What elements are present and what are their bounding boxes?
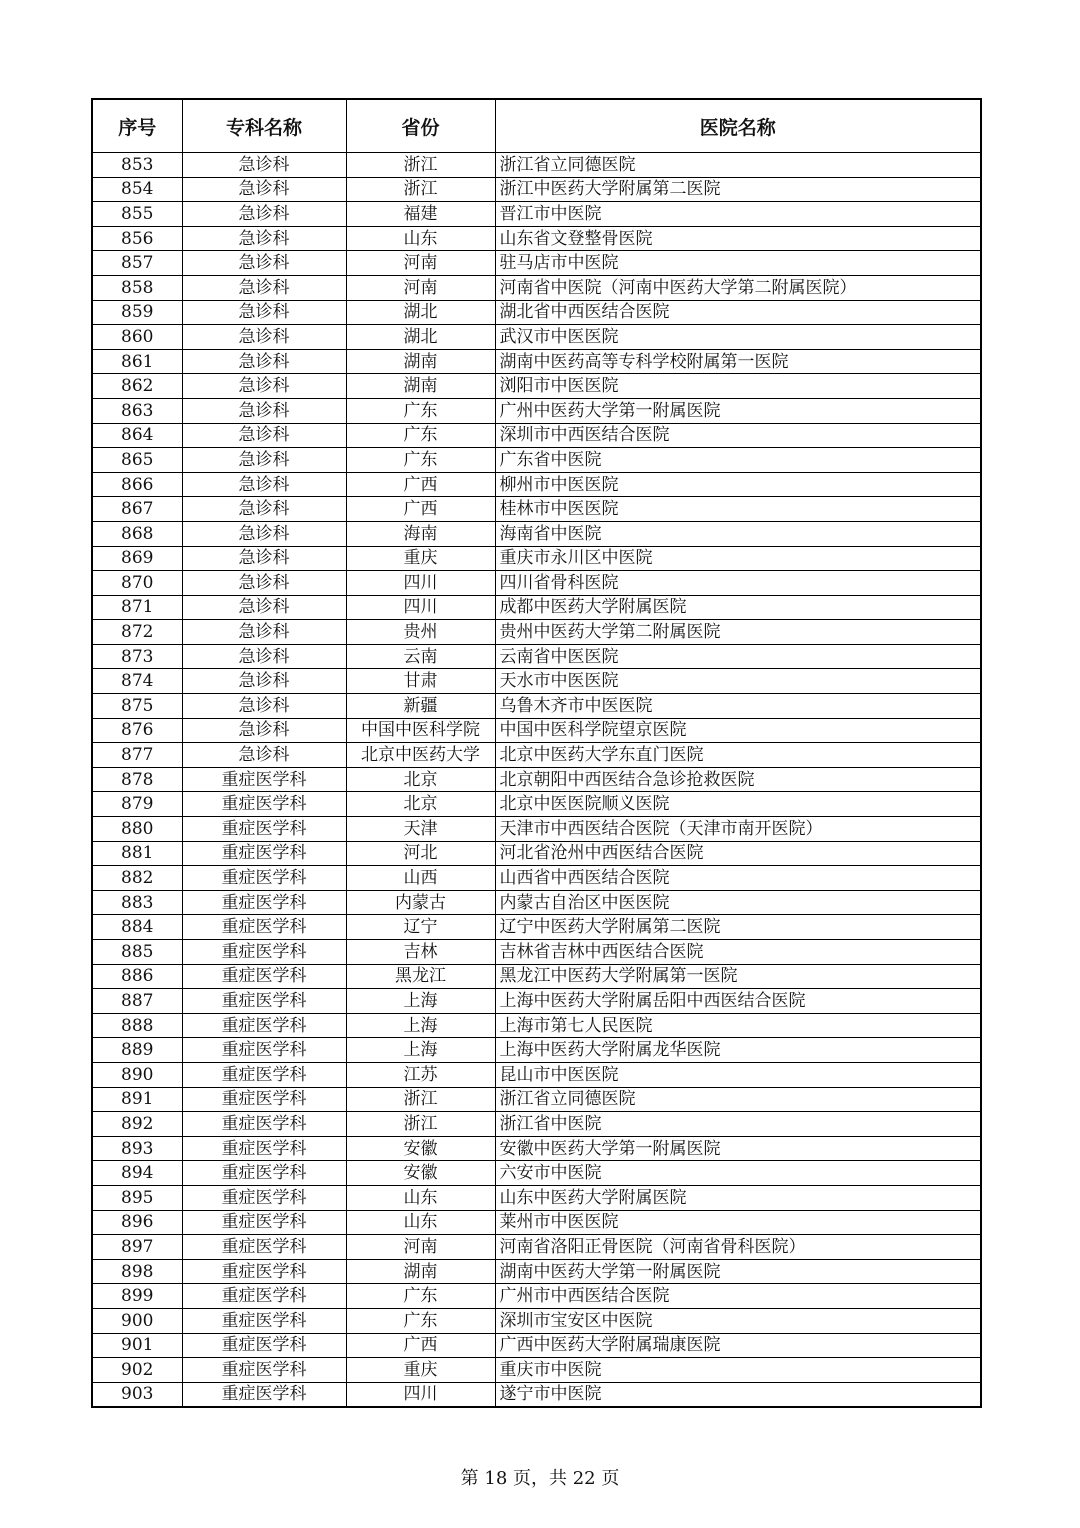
row-province: 广东 [346,1308,495,1333]
row-hospital: 浙江中医药大学附属第二医院 [495,177,981,202]
row-hospital: 六安市中医院 [495,1161,981,1186]
table-row [92,644,981,669]
row-province: 北京中医药大学 [346,743,495,768]
row-specialty: 重症医学科 [182,1112,346,1137]
row-specialty: 重症医学科 [182,964,346,989]
row-province: 广西 [346,472,495,497]
row-province: 山东 [346,1185,495,1210]
table-row [92,423,981,448]
row-specialty: 急诊科 [182,472,346,497]
row-specialty: 重症医学科 [182,767,346,792]
table-row [92,202,981,227]
table-row [92,694,981,719]
row-province: 海南 [346,521,495,546]
row-index: 890 [92,1062,182,1087]
table-row [92,1161,981,1186]
row-specialty: 重症医学科 [182,890,346,915]
row-index: 864 [92,423,182,448]
row-index: 854 [92,177,182,202]
row-province: 四川 [346,595,495,620]
row-hospital: 武汉市中医医院 [495,325,981,350]
table-row [92,251,981,276]
row-specialty: 重症医学科 [182,1382,346,1407]
row-specialty: 重症医学科 [182,1308,346,1333]
row-index: 899 [92,1284,182,1309]
table-row [92,275,981,300]
row-hospital: 河南省中医院（河南中医药大学第二附属医院） [495,275,981,300]
row-hospital: 深圳市宝安区中医院 [495,1308,981,1333]
row-province: 浙江 [346,153,495,178]
row-specialty: 急诊科 [182,423,346,448]
row-hospital: 湖南中医药大学第一附属医院 [495,1259,981,1284]
row-hospital: 上海中医药大学附属龙华医院 [495,1038,981,1063]
row-specialty: 重症医学科 [182,1284,346,1309]
table-row [92,1308,981,1333]
table-row [92,374,981,399]
row-index: 865 [92,448,182,473]
row-index: 888 [92,1013,182,1038]
row-province: 北京 [346,792,495,817]
table-row [92,226,981,251]
row-hospital: 广州市中西医结合医院 [495,1284,981,1309]
row-specialty: 重症医学科 [182,1333,346,1358]
row-index: 880 [92,817,182,842]
table-row [92,497,981,522]
row-specialty: 急诊科 [182,669,346,694]
row-hospital: 广东省中医院 [495,448,981,473]
row-specialty: 急诊科 [182,275,346,300]
row-index: 881 [92,841,182,866]
row-hospital: 海南省中医院 [495,521,981,546]
row-specialty: 急诊科 [182,743,346,768]
row-hospital: 浙江省立同德医院 [495,1087,981,1112]
table-row [92,177,981,202]
row-province: 内蒙古 [346,890,495,915]
row-specialty: 重症医学科 [182,1038,346,1063]
row-specialty: 急诊科 [182,226,346,251]
table-row [92,817,981,842]
row-specialty: 重症医学科 [182,1087,346,1112]
row-index: 883 [92,890,182,915]
row-index: 886 [92,964,182,989]
table-row [92,940,981,965]
row-index: 862 [92,374,182,399]
row-province: 山东 [346,1210,495,1235]
row-province: 河南 [346,251,495,276]
table-row [92,1112,981,1137]
row-hospital: 浙江省中医院 [495,1112,981,1137]
row-index: 891 [92,1087,182,1112]
row-index: 902 [92,1358,182,1383]
row-index: 866 [92,472,182,497]
table-row [92,448,981,473]
row-hospital: 晋江市中医院 [495,202,981,227]
row-hospital: 吉林省吉林中西医结合医院 [495,940,981,965]
row-index: 871 [92,595,182,620]
row-province: 江苏 [346,1062,495,1087]
row-province: 河北 [346,841,495,866]
row-index: 870 [92,571,182,596]
row-province: 四川 [346,571,495,596]
row-index: 855 [92,202,182,227]
row-hospital: 河北省沧州中西医结合医院 [495,841,981,866]
row-province: 浙江 [346,1112,495,1137]
row-province: 湖南 [346,374,495,399]
row-index: 887 [92,989,182,1014]
row-specialty: 重症医学科 [182,817,346,842]
row-index: 872 [92,620,182,645]
row-index: 894 [92,1161,182,1186]
table-row [92,1358,981,1383]
row-index: 879 [92,792,182,817]
table-row [92,571,981,596]
row-hospital: 浏阳市中医医院 [495,374,981,399]
table-row [92,1259,981,1284]
row-province: 山西 [346,866,495,891]
row-hospital: 湖北省中西医结合医院 [495,300,981,325]
table-body [92,153,981,1408]
row-specialty: 急诊科 [182,694,346,719]
row-hospital: 辽宁中医药大学附属第二医院 [495,915,981,940]
row-province: 辽宁 [346,915,495,940]
table-row [92,595,981,620]
row-province: 北京 [346,767,495,792]
table-row [92,866,981,891]
row-province: 湖北 [346,300,495,325]
row-province: 贵州 [346,620,495,645]
row-index: 903 [92,1382,182,1407]
row-hospital: 四川省骨科医院 [495,571,981,596]
table-row [92,521,981,546]
row-province: 新疆 [346,694,495,719]
row-index: 897 [92,1235,182,1260]
row-hospital: 黑龙江中医药大学附属第一医院 [495,964,981,989]
row-index: 885 [92,940,182,965]
row-hospital: 遂宁市中医院 [495,1382,981,1407]
table-row [92,841,981,866]
table-row [92,1062,981,1087]
row-province: 上海 [346,1013,495,1038]
row-specialty: 急诊科 [182,202,346,227]
table-row [92,1087,981,1112]
row-hospital: 驻马店市中医院 [495,251,981,276]
row-index: 896 [92,1210,182,1235]
row-province: 广西 [346,1333,495,1358]
row-province: 浙江 [346,1087,495,1112]
table-row [92,767,981,792]
row-specialty: 急诊科 [182,398,346,423]
row-index: 867 [92,497,182,522]
table-row [92,1136,981,1161]
row-index: 873 [92,644,182,669]
row-province: 重庆 [346,1358,495,1383]
row-province: 吉林 [346,940,495,965]
row-hospital: 山西省中西医结合医院 [495,866,981,891]
table-row [92,1038,981,1063]
row-specialty: 急诊科 [182,644,346,669]
row-specialty: 急诊科 [182,718,346,743]
row-index: 863 [92,398,182,423]
table-row [92,718,981,743]
row-province: 河南 [346,275,495,300]
row-province: 甘肃 [346,669,495,694]
row-hospital: 河南省洛阳正骨医院（河南省骨科医院） [495,1235,981,1260]
row-hospital: 天津市中西医结合医院（天津市南开医院） [495,817,981,842]
row-specialty: 急诊科 [182,177,346,202]
header-hospital: 医院名称 [495,99,981,153]
row-specialty: 重症医学科 [182,1358,346,1383]
table-row [92,1333,981,1358]
row-province: 黑龙江 [346,964,495,989]
row-specialty: 重症医学科 [182,1136,346,1161]
row-specialty: 重症医学科 [182,1161,346,1186]
row-specialty: 重症医学科 [182,1185,346,1210]
row-specialty: 急诊科 [182,349,346,374]
row-province: 广东 [346,398,495,423]
row-specialty: 重症医学科 [182,915,346,940]
table-row [92,1185,981,1210]
row-hospital: 广西中医药大学附属瑞康医院 [495,1333,981,1358]
row-hospital: 莱州市中医医院 [495,1210,981,1235]
row-hospital: 中国中医科学院望京医院 [495,718,981,743]
row-specialty: 重症医学科 [182,841,346,866]
row-index: 898 [92,1259,182,1284]
row-province: 湖南 [346,349,495,374]
row-specialty: 急诊科 [182,448,346,473]
row-specialty: 重症医学科 [182,792,346,817]
table-row [92,890,981,915]
row-hospital: 贵州中医药大学第二附属医院 [495,620,981,645]
row-province: 安徽 [346,1136,495,1161]
row-index: 869 [92,546,182,571]
row-hospital: 浙江省立同德医院 [495,153,981,178]
row-specialty: 重症医学科 [182,1013,346,1038]
row-province: 中国中医科学院 [346,718,495,743]
row-index: 877 [92,743,182,768]
row-hospital: 天水市中医医院 [495,669,981,694]
table-row [92,153,981,178]
row-province: 上海 [346,989,495,1014]
row-specialty: 急诊科 [182,620,346,645]
row-index: 856 [92,226,182,251]
table-row [92,669,981,694]
hospital-table [91,98,982,1408]
table-row [92,398,981,423]
row-index: 868 [92,521,182,546]
table-row [92,300,981,325]
row-hospital: 山东中医药大学附属医院 [495,1185,981,1210]
table-row [92,546,981,571]
row-hospital: 桂林市中医医院 [495,497,981,522]
table-row [92,792,981,817]
row-province: 浙江 [346,177,495,202]
row-index: 860 [92,325,182,350]
page-footer: 第 18 页，共 22 页 [460,1468,620,1489]
row-specialty: 重症医学科 [182,1210,346,1235]
row-province: 上海 [346,1038,495,1063]
table-header-row [92,99,981,153]
row-hospital: 上海中医药大学附属岳阳中西医结合医院 [495,989,981,1014]
row-hospital: 内蒙古自治区中医医院 [495,890,981,915]
row-province: 安徽 [346,1161,495,1186]
table-row [92,1382,981,1407]
row-province: 湖北 [346,325,495,350]
row-hospital: 上海市第七人民医院 [495,1013,981,1038]
table-row [92,349,981,374]
row-province: 四川 [346,1382,495,1407]
row-specialty: 急诊科 [182,325,346,350]
row-specialty: 急诊科 [182,497,346,522]
row-specialty: 重症医学科 [182,940,346,965]
row-hospital: 成都中医药大学附属医院 [495,595,981,620]
table-row [92,743,981,768]
row-index: 875 [92,694,182,719]
row-hospital: 柳州市中医医院 [495,472,981,497]
row-hospital: 重庆市中医院 [495,1358,981,1383]
row-hospital: 北京朝阳中西医结合急诊抢救医院 [495,767,981,792]
row-index: 874 [92,669,182,694]
table-row [92,915,981,940]
row-specialty: 急诊科 [182,374,346,399]
table-row [92,472,981,497]
row-index: 858 [92,275,182,300]
row-province: 山东 [346,226,495,251]
row-index: 893 [92,1136,182,1161]
row-province: 广东 [346,423,495,448]
row-specialty: 急诊科 [182,521,346,546]
table-row [92,1210,981,1235]
row-index: 859 [92,300,182,325]
row-index: 900 [92,1308,182,1333]
table-row [92,1235,981,1260]
row-specialty: 重症医学科 [182,1062,346,1087]
row-index: 853 [92,153,182,178]
row-specialty: 重症医学科 [182,1259,346,1284]
row-province: 广西 [346,497,495,522]
row-province: 广东 [346,1284,495,1309]
row-specialty: 重症医学科 [182,1235,346,1260]
row-hospital: 北京中医医院顺义医院 [495,792,981,817]
row-province: 广东 [346,448,495,473]
row-hospital: 乌鲁木齐市中医医院 [495,694,981,719]
row-hospital: 北京中医药大学东直门医院 [495,743,981,768]
row-hospital: 湖南中医药高等专科学校附属第一医院 [495,349,981,374]
row-hospital: 昆山市中医医院 [495,1062,981,1087]
table-row [92,325,981,350]
row-index: 892 [92,1112,182,1137]
row-index: 882 [92,866,182,891]
row-hospital: 深圳市中西医结合医院 [495,423,981,448]
row-specialty: 急诊科 [182,300,346,325]
row-index: 857 [92,251,182,276]
row-specialty: 急诊科 [182,546,346,571]
row-hospital: 重庆市永川区中医院 [495,546,981,571]
table-row [92,1013,981,1038]
row-hospital: 云南省中医医院 [495,644,981,669]
table-row [92,989,981,1014]
row-province: 天津 [346,817,495,842]
row-province: 云南 [346,644,495,669]
row-index: 895 [92,1185,182,1210]
row-specialty: 急诊科 [182,571,346,596]
row-specialty: 急诊科 [182,153,346,178]
row-specialty: 急诊科 [182,595,346,620]
table-row [92,620,981,645]
header-specialty: 专科名称 [182,99,346,153]
row-province: 湖南 [346,1259,495,1284]
row-index: 884 [92,915,182,940]
row-province: 重庆 [346,546,495,571]
row-province: 河南 [346,1235,495,1260]
row-index: 878 [92,767,182,792]
row-index: 876 [92,718,182,743]
row-province: 福建 [346,202,495,227]
row-specialty: 重症医学科 [182,989,346,1014]
header-index: 序号 [92,99,182,153]
row-specialty: 急诊科 [182,251,346,276]
row-hospital: 安徽中医药大学第一附属医院 [495,1136,981,1161]
row-index: 861 [92,349,182,374]
table-row [92,1284,981,1309]
row-specialty: 重症医学科 [182,866,346,891]
row-hospital: 山东省文登整骨医院 [495,226,981,251]
row-index: 901 [92,1333,182,1358]
row-index: 889 [92,1038,182,1063]
header-province: 省份 [346,99,495,153]
row-hospital: 广州中医药大学第一附属医院 [495,398,981,423]
table-row [92,964,981,989]
